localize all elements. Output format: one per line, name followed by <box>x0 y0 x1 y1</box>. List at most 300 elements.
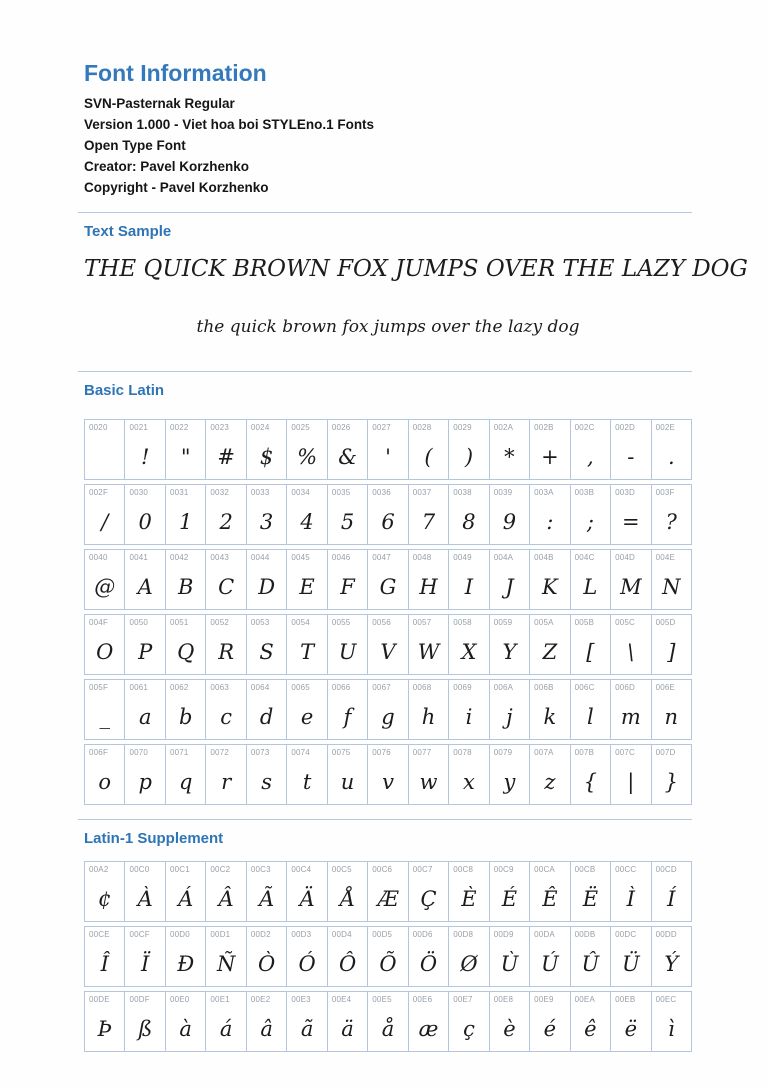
codepoint-label: 00D4 <box>331 930 352 939</box>
glyph-sample: t <box>302 770 312 794</box>
glyph-sample: q <box>178 770 193 794</box>
glyph-cell-0071 <box>166 745 206 804</box>
glyph-cell-004C <box>571 550 611 609</box>
codepoint-label: 00C9 <box>493 865 514 874</box>
glyph-sample: â <box>260 1017 273 1041</box>
codepoint-label: 00C6 <box>372 865 393 874</box>
codepoint-label: 0054 <box>291 618 310 627</box>
codepoint-label: 0064 <box>250 683 270 692</box>
glyph-sample: d <box>259 705 274 729</box>
glyph-cell-00EA <box>571 992 611 1051</box>
glyph-sample: ë <box>624 1017 638 1041</box>
codepoint-label: 004B <box>534 553 554 562</box>
section-heading-basic-latin: Basic Latin <box>84 382 165 399</box>
codepoint-label: 0058 <box>453 618 472 627</box>
glyph-sample: b <box>178 705 193 729</box>
glyph-cell-003B <box>571 485 611 544</box>
codepoint-label: 00D6 <box>412 930 433 939</box>
glyph-cell-00C4 <box>287 862 327 921</box>
section-heading-latin1-supplement: Latin-1 Supplement <box>84 830 224 847</box>
glyph-cell-006F <box>85 745 125 804</box>
codepoint-label: 00D1 <box>210 930 231 939</box>
font-type-line: Open Type Font <box>84 138 186 153</box>
glyph-sample: ' <box>385 445 391 469</box>
codepoint-label: 00D8 <box>453 930 474 939</box>
glyph-cell-0074 <box>287 745 327 804</box>
glyph-sample: Ç <box>420 887 437 911</box>
glyph-sample: Ã <box>259 887 275 911</box>
glyph-cell-0025 <box>287 420 327 479</box>
basic-latin-row <box>84 614 692 675</box>
glyph-cell-0045 <box>287 550 327 609</box>
glyph-cell-0041 <box>125 550 165 609</box>
glyph-cell-00D4 <box>328 927 368 986</box>
glyph-cell-00C7 <box>409 862 449 921</box>
basic-latin-row <box>84 419 692 480</box>
glyph-cell-002F <box>85 485 125 544</box>
glyph-sample: ì <box>667 1017 675 1041</box>
glyph-sample: k <box>543 705 557 729</box>
latin1-supplement-row <box>84 991 692 1052</box>
glyph-cell-003F <box>652 485 691 544</box>
glyph-cell-0059 <box>490 615 530 674</box>
glyph-sample: y <box>503 770 516 794</box>
codepoint-label: 0022 <box>169 423 189 432</box>
glyph-sample: l <box>587 705 594 729</box>
glyph-cell-0032 <box>206 485 246 544</box>
glyph-cell-0051 <box>166 615 206 674</box>
section-divider <box>78 371 692 372</box>
glyph-sample: Î <box>100 952 109 976</box>
glyph-sample: Æ <box>377 887 399 911</box>
glyph-sample: } <box>664 770 678 794</box>
glyph-cell-00D2 <box>247 927 287 986</box>
glyph-sample: . <box>667 445 675 469</box>
glyph-sample: a <box>138 705 152 729</box>
glyph-cell-0022 <box>166 420 206 479</box>
glyph-sample: A <box>137 575 153 599</box>
codepoint-label: 0056 <box>372 618 391 627</box>
codepoint-label: 00E4 <box>331 995 352 1004</box>
glyph-cell-005D <box>652 615 691 674</box>
glyph-sample: ! <box>140 445 150 469</box>
glyph-sample: Ï <box>141 952 150 976</box>
codepoint-label: 00E9 <box>534 995 554 1004</box>
font-version-line: Version 1.000 - Viet hoa boi STYLEno.1 Fonts <box>84 117 375 132</box>
glyph-cell-00E6 <box>409 992 449 1051</box>
glyph-sample: * <box>504 445 515 469</box>
codepoint-label: 0043 <box>210 553 230 562</box>
codepoint-label: 0034 <box>291 488 310 497</box>
codepoint-label: 00CD <box>655 865 677 874</box>
codepoint-label: 0046 <box>331 553 351 562</box>
codepoint-label: 00E2 <box>250 995 271 1004</box>
codepoint-label: 0044 <box>250 553 270 562</box>
glyph-cell-0042 <box>166 550 206 609</box>
glyph-cell-0034 <box>287 485 327 544</box>
basic-latin-grid <box>84 419 692 805</box>
glyph-sample: w <box>419 770 438 794</box>
glyph-cell-007C <box>611 745 651 804</box>
glyph-cell-00EB <box>611 992 651 1051</box>
glyph-sample: ¢ <box>98 887 112 911</box>
codepoint-label: 004A <box>493 553 514 562</box>
codepoint-label: 00C4 <box>291 865 312 874</box>
glyph-sample: Ë <box>582 887 599 911</box>
glyph-cell-007B <box>571 745 611 804</box>
codepoint-label: 0077 <box>412 748 432 757</box>
font-info-block <box>84 93 692 198</box>
glyph-cell-0047 <box>368 550 408 609</box>
codepoint-label: 0067 <box>372 683 391 692</box>
codepoint-label: 006D <box>615 683 636 692</box>
glyph-sample: e <box>300 705 314 729</box>
codepoint-label: 0038 <box>453 488 472 497</box>
glyph-sample: Ü <box>621 952 640 976</box>
font-creator-line: Creator: Pavel Korzhenko <box>84 159 250 174</box>
codepoint-label: 0029 <box>453 423 472 432</box>
codepoint-label: 004E <box>655 553 676 562</box>
glyph-cell-005F <box>85 680 125 739</box>
codepoint-label: 0027 <box>372 423 391 432</box>
glyph-cell-00A2 <box>85 862 125 921</box>
glyph-sample: Ñ <box>216 952 236 976</box>
codepoint-label: 006E <box>655 683 676 692</box>
glyph-cell-00E2 <box>247 992 287 1051</box>
glyph-sample: [ <box>586 640 595 664</box>
codepoint-label: 0063 <box>210 683 230 692</box>
codepoint-label: 00C5 <box>331 865 352 874</box>
codepoint-label: 0052 <box>210 618 230 627</box>
glyph-sample: Ð <box>177 952 195 976</box>
codepoint-label: 0057 <box>412 618 432 627</box>
glyph-sample: Ø <box>460 952 478 976</box>
codepoint-label: 00C7 <box>412 865 433 874</box>
codepoint-label: 00DD <box>655 930 677 939</box>
glyph-cell-0073 <box>247 745 287 804</box>
glyph-cell-0037 <box>409 485 449 544</box>
glyph-sample: v <box>382 770 394 794</box>
glyph-sample: : <box>546 510 554 534</box>
glyph-sample: i <box>465 705 473 729</box>
codepoint-label: 0025 <box>291 423 310 432</box>
glyph-sample: n <box>664 705 679 729</box>
codepoint-label: 00D0 <box>169 930 190 939</box>
codepoint-label: 007D <box>655 748 676 757</box>
glyph-cell-00DE <box>85 992 125 1051</box>
codepoint-label: 00C0 <box>129 865 150 874</box>
glyph-cell-00E9 <box>530 992 570 1051</box>
glyph-sample: c <box>220 705 233 729</box>
glyph-sample: X <box>461 640 477 664</box>
glyph-cell-006E <box>652 680 691 739</box>
basic-latin-row <box>84 549 692 610</box>
glyph-cell-00D0 <box>166 927 206 986</box>
glyph-cell-0062 <box>166 680 206 739</box>
glyph-sample: Q <box>177 640 195 664</box>
glyph-cell-0052 <box>206 615 246 674</box>
glyph-cell-0024 <box>247 420 287 479</box>
glyph-cell-0078 <box>449 745 489 804</box>
glyph-cell-005A <box>530 615 570 674</box>
glyph-sample: % <box>297 445 318 469</box>
codepoint-label: 006C <box>574 683 595 692</box>
glyph-cell-0049 <box>449 550 489 609</box>
codepoint-label: 0075 <box>331 748 351 757</box>
glyph-sample: Á <box>178 887 194 911</box>
codepoint-label: 00EB <box>615 995 636 1004</box>
codepoint-label: 0059 <box>493 618 513 627</box>
glyph-cell-004A <box>490 550 530 609</box>
codepoint-label: 0078 <box>453 748 472 757</box>
codepoint-label: 00CE <box>89 930 110 939</box>
codepoint-label: 007B <box>574 748 595 757</box>
codepoint-label: 0062 <box>169 683 189 692</box>
glyph-cell-00E4 <box>328 992 368 1051</box>
codepoint-label: 0021 <box>129 423 149 432</box>
codepoint-label: 003F <box>655 488 675 497</box>
codepoint-label: 0023 <box>210 423 230 432</box>
glyph-cell-007A <box>530 745 570 804</box>
glyph-sample: ( <box>424 445 433 469</box>
codepoint-label: 002A <box>493 423 514 432</box>
glyph-sample: é <box>543 1017 557 1041</box>
codepoint-label: 006A <box>493 683 514 692</box>
glyph-sample: D <box>258 575 276 599</box>
glyph-cell-0056 <box>368 615 408 674</box>
codepoint-label: 00E7 <box>453 995 473 1004</box>
glyph-sample: E <box>299 575 315 599</box>
codepoint-label: 0071 <box>169 748 189 757</box>
glyph-cell-002E <box>652 420 691 479</box>
glyph-sample: Ó <box>298 952 316 976</box>
glyph-sample: å <box>381 1017 395 1041</box>
font-name-line: SVN-Pasternak Regular <box>84 96 235 111</box>
codepoint-label: 002F <box>89 488 109 497</box>
codepoint-label: 00DE <box>89 995 110 1004</box>
codepoint-label: 006B <box>534 683 554 692</box>
glyph-sample: ê <box>584 1017 597 1041</box>
glyph-sample: F <box>340 575 355 599</box>
glyph-sample: 8 <box>462 510 476 534</box>
glyph-sample: Û <box>581 952 600 976</box>
codepoint-label: 0069 <box>453 683 472 692</box>
codepoint-label: 0074 <box>291 748 310 757</box>
section-heading-text-sample: Text Sample <box>84 223 172 240</box>
glyph-cell-004B <box>530 550 570 609</box>
codepoint-label: 0050 <box>129 618 149 627</box>
codepoint-label: 00E3 <box>291 995 311 1004</box>
codepoint-label: 00D2 <box>250 930 271 939</box>
glyph-cell-0040 <box>85 550 125 609</box>
glyph-cell-00E5 <box>368 992 408 1051</box>
codepoint-label: 0072 <box>210 748 230 757</box>
codepoint-label: 0042 <box>169 553 189 562</box>
latin1-supplement-row <box>84 861 692 922</box>
latin1-supplement-grid <box>84 861 692 1052</box>
codepoint-label: 00EA <box>574 995 595 1004</box>
codepoint-label: 00C1 <box>169 865 190 874</box>
codepoint-label: 0073 <box>250 748 270 757</box>
glyph-cell-0066 <box>328 680 368 739</box>
glyph-sample: O <box>96 640 114 664</box>
glyph-sample: z <box>544 770 556 794</box>
codepoint-label: 00D5 <box>372 930 393 939</box>
section-divider <box>78 212 692 213</box>
codepoint-label: 0065 <box>291 683 310 692</box>
glyph-cell-00C6 <box>368 862 408 921</box>
codepoint-label: 007A <box>534 748 554 757</box>
spacer <box>84 339 692 357</box>
glyph-sample: ; <box>586 510 594 534</box>
glyph-sample: N <box>662 575 681 599</box>
glyph-cell-0048 <box>409 550 449 609</box>
glyph-sample: J <box>505 575 514 599</box>
glyph-cell-0069 <box>449 680 489 739</box>
glyph-sample: á <box>219 1017 233 1041</box>
glyph-cell-00DC <box>611 927 651 986</box>
codepoint-label: 00EC <box>655 995 677 1004</box>
glyph-cell-00D5 <box>368 927 408 986</box>
glyph-cell-0043 <box>206 550 246 609</box>
codepoint-label: 003B <box>574 488 595 497</box>
glyph-sample: G <box>379 575 397 599</box>
codepoint-label: 00C3 <box>250 865 271 874</box>
glyph-cell-00CF <box>125 927 165 986</box>
glyph-sample: W <box>417 640 440 664</box>
glyph-sample: Ì <box>626 887 635 911</box>
glyph-sample: ã <box>300 1017 314 1041</box>
codepoint-label: 002C <box>574 423 595 432</box>
glyph-sample: ] <box>667 640 676 664</box>
glyph-cell-006D <box>611 680 651 739</box>
page-title: Font Information <box>84 60 267 86</box>
glyph-cell-00DB <box>571 927 611 986</box>
codepoint-label: 0039 <box>493 488 513 497</box>
glyph-sample: _ <box>99 705 110 729</box>
codepoint-label: 0024 <box>250 423 270 432</box>
glyph-cell-0053 <box>247 615 287 674</box>
codepoint-label: 00DB <box>574 930 596 939</box>
codepoint-label: 004D <box>615 553 636 562</box>
codepoint-label: 0031 <box>169 488 189 497</box>
codepoint-label: 003A <box>534 488 554 497</box>
glyph-sample: Ù <box>500 952 519 976</box>
codepoint-label: 005D <box>655 618 676 627</box>
glyph-cell-006B <box>530 680 570 739</box>
glyph-cell-00E0 <box>166 992 206 1051</box>
glyph-cell-0058 <box>449 615 489 674</box>
codepoint-label: 0040 <box>89 553 108 562</box>
glyph-cell-0063 <box>206 680 246 739</box>
glyph-cell-0079 <box>490 745 530 804</box>
glyph-sample: K <box>542 575 558 599</box>
codepoint-label: 0068 <box>412 683 432 692</box>
codepoint-label: 0066 <box>331 683 351 692</box>
glyph-cell-00C8 <box>449 862 489 921</box>
glyph-sample: M <box>620 575 642 599</box>
glyph-cell-0035 <box>328 485 368 544</box>
glyph-cell-0070 <box>125 745 165 804</box>
glyph-cell-00DA <box>530 927 570 986</box>
glyph-cell-00C5 <box>328 862 368 921</box>
glyph-cell-00D1 <box>206 927 246 986</box>
glyph-cell-0055 <box>328 615 368 674</box>
glyph-sample: 5 <box>340 510 355 534</box>
glyph-sample: r <box>221 770 232 794</box>
glyph-cell-0038 <box>449 485 489 544</box>
glyph-sample: m <box>620 705 641 729</box>
codepoint-label: 00CA <box>534 865 555 874</box>
section-divider <box>78 819 692 820</box>
codepoint-label: 00CB <box>574 865 596 874</box>
glyph-cell-0026 <box>328 420 368 479</box>
glyph-sample: Ö <box>419 952 438 976</box>
codepoint-label: 0028 <box>412 423 432 432</box>
glyph-cell-0072 <box>206 745 246 804</box>
glyph-sample: x <box>463 770 475 794</box>
glyph-cell-0057 <box>409 615 449 674</box>
glyph-sample: # <box>217 445 235 469</box>
glyph-cell-0039 <box>490 485 530 544</box>
glyph-sample: f <box>343 705 352 729</box>
codepoint-label: 004F <box>89 618 109 627</box>
glyph-sample: ß <box>138 1017 153 1041</box>
glyph-sample: h <box>421 705 436 729</box>
glyph-sample: 9 <box>502 510 517 534</box>
glyph-cell-00DF <box>125 992 165 1051</box>
codepoint-label: 00DF <box>129 995 150 1004</box>
glyph-sample: \ <box>627 640 635 664</box>
codepoint-label: 0055 <box>331 618 351 627</box>
glyph-cell-005C <box>611 615 651 674</box>
codepoint-label: 00E5 <box>372 995 392 1004</box>
codepoint-label: 00DC <box>615 930 637 939</box>
glyph-sample: 6 <box>381 510 395 534</box>
codepoint-label: 005C <box>615 618 636 627</box>
codepoint-label: 006F <box>89 748 109 757</box>
glyph-sample: æ <box>418 1017 439 1041</box>
glyph-cell-00E3 <box>287 992 327 1051</box>
glyph-sample: u <box>340 770 355 794</box>
codepoint-label: 00DA <box>534 930 555 939</box>
codepoint-label: 002B <box>534 423 554 432</box>
glyph-cell-00C9 <box>490 862 530 921</box>
codepoint-label: 0051 <box>169 618 189 627</box>
glyph-sample: 1 <box>178 510 193 534</box>
glyph-cell-00D9 <box>490 927 530 986</box>
latin1-supplement-row <box>84 926 692 987</box>
codepoint-label: 0045 <box>291 553 310 562</box>
glyph-cell-004D <box>611 550 651 609</box>
codepoint-label: 0053 <box>250 618 270 627</box>
glyph-cell-004E <box>652 550 691 609</box>
glyph-sample: H <box>419 575 438 599</box>
glyph-cell-0036 <box>368 485 408 544</box>
glyph-cell-00E1 <box>206 992 246 1051</box>
glyph-cell-0050 <box>125 615 165 674</box>
glyph-sample: Â <box>218 887 234 911</box>
glyph-cell-0064 <box>247 680 287 739</box>
glyph-cell-0028 <box>409 420 449 479</box>
glyph-sample: L <box>583 575 598 599</box>
glyph-cell-0061 <box>125 680 165 739</box>
glyph-sample: 2 <box>219 510 233 534</box>
glyph-sample: s <box>261 770 272 794</box>
codepoint-label: 00CC <box>615 865 637 874</box>
codepoint-label: 0048 <box>412 553 432 562</box>
glyph-sample: Ê <box>542 887 558 911</box>
